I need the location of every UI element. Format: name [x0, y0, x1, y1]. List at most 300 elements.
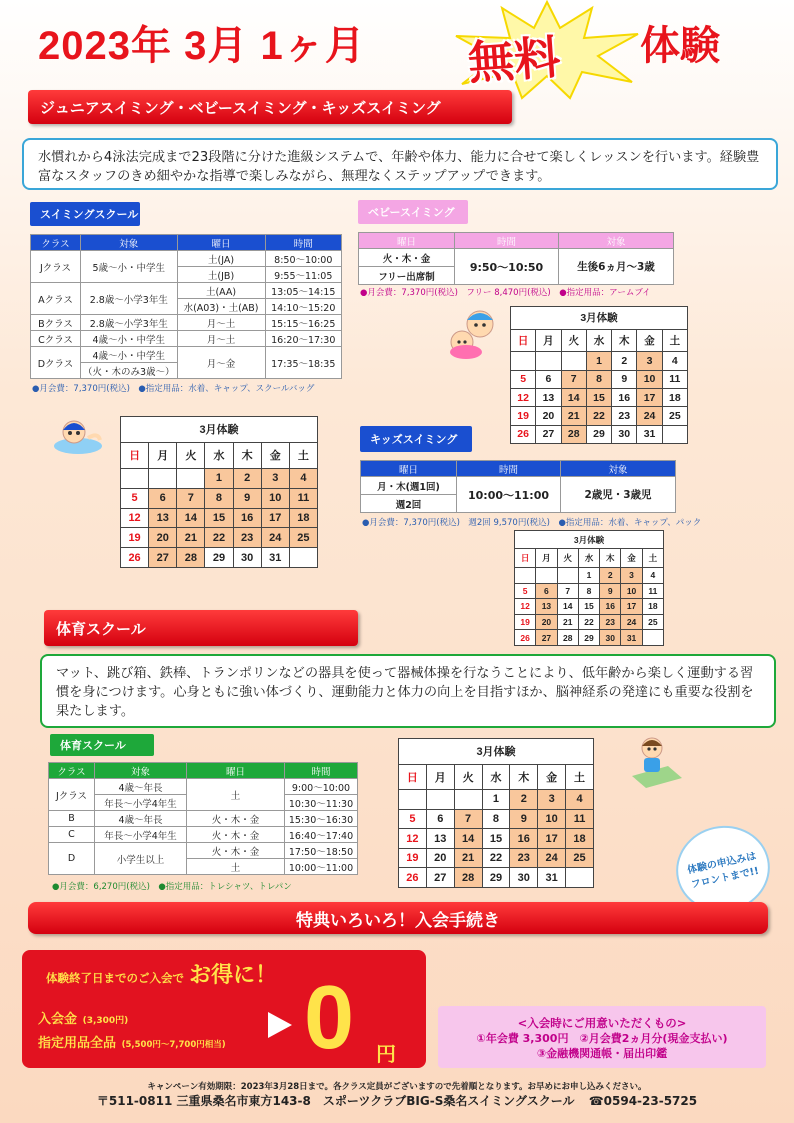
table-row	[31, 331, 342, 347]
cell: 15:15～16:25	[265, 315, 341, 331]
calendar-weekday: 月	[536, 329, 561, 352]
perks-banner-text: 特典いろいろ！入会手続き	[296, 910, 500, 931]
calendar-day: 30	[233, 548, 261, 568]
calendar-taiiku	[398, 738, 594, 888]
calendar-day: 2	[600, 567, 621, 583]
cell: 4歳～小・中学生	[81, 331, 178, 347]
calendar-day: 22	[578, 614, 599, 630]
calendar-day: 27	[426, 868, 454, 888]
calendar-day: 21	[454, 848, 482, 868]
calendar-day: 13	[536, 599, 557, 615]
table-row	[49, 827, 358, 843]
prepare-box	[438, 1006, 766, 1068]
calendar-week	[511, 407, 688, 425]
table-row	[31, 347, 342, 363]
calendar-day: 5	[515, 583, 536, 599]
calendar-weekday: 木	[612, 329, 637, 352]
cell: 火・木・金	[187, 843, 285, 859]
cell: 土	[187, 779, 285, 811]
cell: 10:30～11:30	[285, 795, 358, 811]
calendar-week	[515, 614, 664, 630]
col-header: 時間	[455, 233, 559, 249]
swim-description	[22, 138, 778, 190]
calendar-day: 28	[561, 425, 586, 443]
kids-tag-text: キッズスイミング	[370, 433, 458, 446]
cell: Aクラス	[31, 283, 81, 315]
calendar-day: 21	[177, 528, 205, 548]
calendar-day: 29	[586, 425, 611, 443]
calendar-day: 11	[662, 370, 687, 388]
calendar-day: 24	[261, 528, 289, 548]
calendar-weekday: 水	[578, 549, 599, 567]
calendar-weekday: 水	[205, 442, 233, 468]
calendar-day: 25	[642, 614, 663, 630]
calendar-day: 7	[561, 370, 586, 388]
calendar-swimming	[120, 416, 318, 568]
calendar-day: 22	[586, 407, 611, 425]
calendar-title: 3月体験	[121, 417, 318, 443]
calendar-day: 28	[454, 868, 482, 888]
col-header: 曜日	[187, 763, 285, 779]
swim-banner-text: ジュニアスイミング・ベビースイミング・キッズスイミング	[40, 98, 441, 117]
col-header: 曜日	[361, 461, 457, 477]
calendar-day	[536, 352, 561, 370]
calendar-day: 3	[621, 567, 642, 583]
calendar-day	[289, 548, 317, 568]
calendar-day: 1	[205, 468, 233, 488]
calendar-day: 30	[510, 868, 538, 888]
calendar-day: 16	[233, 508, 261, 528]
cell: 小学生以上	[95, 843, 187, 875]
calendar-day	[177, 468, 205, 488]
calendar-weekday: 月	[536, 549, 557, 567]
calendar-weekday: 日	[121, 442, 149, 468]
table-row	[361, 477, 676, 495]
calendar-day: 6	[536, 583, 557, 599]
cell: 火・木・金	[359, 249, 455, 267]
calendar-weekday: 土	[289, 442, 317, 468]
calendar-day: 14	[454, 829, 482, 849]
table-row	[31, 283, 342, 299]
calendar-weekday: 火	[454, 764, 482, 790]
cell: 14:10～15:20	[265, 299, 341, 315]
calendar-day: 5	[121, 488, 149, 508]
calendar-weekday: 金	[621, 549, 642, 567]
offer-item1-label: 入会金	[38, 1012, 78, 1027]
calendar-day: 8	[578, 583, 599, 599]
calendar-day: 22	[205, 528, 233, 548]
footer-campaign: キャンペーン有効期限：2023年3月28日まで。各クラス定員がございますので先着順となります。お早めにお申し込みください。	[147, 1082, 647, 1092]
calendar-week	[399, 790, 594, 810]
calendar-day: 31	[261, 548, 289, 568]
cell: 4歳～年長	[95, 811, 187, 827]
calendar-day: 8	[205, 488, 233, 508]
calendar-title: 3月体験	[515, 531, 664, 549]
calendar-day: 14	[557, 599, 578, 615]
prepare-title: <入会時にご用意いただくもの>	[517, 1016, 687, 1030]
cell: Bクラス	[31, 315, 81, 331]
calendar-day	[515, 567, 536, 583]
cell: 10:00～11:00	[285, 859, 358, 875]
calendar-day	[454, 790, 482, 810]
cell: 16:20～17:30	[265, 331, 341, 347]
cell: 年長～小学4年生	[95, 795, 187, 811]
col-header: クラス	[31, 235, 81, 251]
calendar-day: 9	[510, 809, 538, 829]
calendar-weekday: 土	[642, 549, 663, 567]
taiiku-school-note: ●月会費：6,270円(税込) ●指定用品：トレシャツ、トレパン	[52, 882, 292, 892]
calendar-week	[511, 352, 688, 370]
taiiku-banner-text: 体育スクール	[56, 619, 146, 638]
calendar-day: 23	[233, 528, 261, 548]
offer-item2-label: 指定用品全品	[38, 1036, 117, 1051]
calendar-day: 18	[642, 599, 663, 615]
cell: 火・木・金	[187, 811, 285, 827]
cell: （火・木のみ3歳～）	[81, 363, 178, 379]
offer-lead-small: 体験終了日までのご入会で	[46, 971, 184, 985]
col-header: 対象	[561, 461, 676, 477]
offer-box	[22, 950, 426, 1068]
offer-yen: 円	[376, 1042, 396, 1066]
calendar-week	[515, 583, 664, 599]
table-row	[49, 779, 358, 795]
calendar-day: 4	[289, 468, 317, 488]
calendar-day	[662, 425, 687, 443]
swimming-school-note: ●月会費：7,370円(税込) ●指定用品：水着、キャップ、スクールバッグ	[32, 384, 315, 394]
calendar-day: 31	[637, 425, 662, 443]
cell: Dクラス	[31, 347, 81, 379]
cell: 13:05～14:15	[265, 283, 341, 299]
swim-banner	[28, 90, 512, 124]
calendar-day	[642, 630, 663, 646]
calendar-day: 30	[612, 425, 637, 443]
calendar-weekday: 金	[637, 329, 662, 352]
calendar-day: 14	[561, 388, 586, 406]
cell: 週2回	[361, 495, 457, 513]
calendar-weekday: 水	[482, 764, 510, 790]
calendar-day: 20	[536, 614, 557, 630]
calendar-weekday: 金	[261, 442, 289, 468]
baby-table	[358, 232, 674, 285]
calendar-day	[399, 790, 427, 810]
cell: 水(A03)・土(AB)	[177, 299, 265, 315]
calendar-week	[121, 528, 318, 548]
cell: 年長～小学4年生	[95, 827, 187, 843]
footer-phone: ☎0594-23-5725	[588, 1094, 698, 1108]
calendar-day: 10	[538, 809, 566, 829]
calendar-day: 2	[510, 790, 538, 810]
calendar-day: 13	[536, 388, 561, 406]
cell: フリー出席制	[359, 267, 455, 285]
calendar-day: 27	[536, 425, 561, 443]
calendar-week	[511, 425, 688, 443]
calendar-weekday: 日	[511, 329, 536, 352]
calendar-day: 5	[399, 809, 427, 829]
calendar-title: 3月体験	[511, 307, 688, 330]
calendar-day: 5	[511, 370, 536, 388]
cell: 16:40～17:40	[285, 827, 358, 843]
offer-item2-price: (5,500円～7,700円相当)	[121, 1040, 226, 1050]
calendar-day: 26	[515, 630, 536, 646]
front-desk-bubble-text: 体験の申込みはフロントまで!!	[686, 850, 760, 891]
calendar-day	[149, 468, 177, 488]
offer-item2	[38, 1032, 226, 1051]
taiiku-school-table	[48, 762, 358, 875]
calendar-day: 1	[482, 790, 510, 810]
calendar-day: 9	[612, 370, 637, 388]
free-label: 無料	[466, 30, 562, 90]
taiiku-school-tag-text: 体育スクール	[60, 739, 126, 752]
table-row	[31, 251, 342, 267]
cell: 8:50～10:00	[265, 251, 341, 267]
calendar-weekday: 金	[538, 764, 566, 790]
calendar-day: 24	[621, 614, 642, 630]
col-header: 対象	[95, 763, 187, 779]
calendar-weekday: 火	[177, 442, 205, 468]
calendar-day: 15	[482, 829, 510, 849]
calendar-day: 14	[177, 508, 205, 528]
calendar-day: 4	[566, 790, 594, 810]
calendar-day: 4	[662, 352, 687, 370]
calendar-day: 13	[426, 829, 454, 849]
calendar-day: 11	[642, 583, 663, 599]
calendar-day	[557, 567, 578, 583]
offer-item1	[38, 1008, 128, 1027]
calendar-title: 3月体験	[399, 739, 594, 765]
calendar-day: 26	[399, 868, 427, 888]
kids-table	[360, 460, 676, 513]
calendar-day: 27	[149, 548, 177, 568]
calendar-weekday: 木	[510, 764, 538, 790]
calendar-weekday: 木	[233, 442, 261, 468]
calendar-day: 17	[621, 599, 642, 615]
swimmer-icon	[52, 414, 104, 458]
calendar-day: 15	[205, 508, 233, 528]
calendar-day: 24	[538, 848, 566, 868]
calendar-day: 2	[612, 352, 637, 370]
calendar-day: 23	[510, 848, 538, 868]
cell: 火・木・金	[187, 827, 285, 843]
calendar-day: 6	[149, 488, 177, 508]
offer-lead	[46, 958, 277, 989]
prepare-line2: ③金融機関通帳・届出印鑑	[536, 1047, 668, 1060]
calendar-day: 6	[536, 370, 561, 388]
offer-lead-big: お得に！	[189, 963, 278, 988]
calendar-day: 30	[600, 630, 621, 646]
baby-tag-text: ベビースイミング	[368, 206, 455, 219]
calendar-week	[511, 388, 688, 406]
col-header: クラス	[49, 763, 95, 779]
cell: 2.8歳～小学3年生	[81, 283, 178, 315]
cell: 生後6ヵ月～3歳	[559, 249, 674, 285]
calendar-day: 2	[233, 468, 261, 488]
calendar-weekday: 水	[586, 329, 611, 352]
cell: 9:00～10:00	[285, 779, 358, 795]
cell: Jクラス	[49, 779, 95, 811]
swimming-school-tag-text: スイミングスクール	[40, 208, 139, 221]
calendar-day: 19	[515, 614, 536, 630]
calendar-day: 26	[511, 425, 536, 443]
calendar-day: 13	[149, 508, 177, 528]
calendar-day: 16	[510, 829, 538, 849]
cell: 月～金	[177, 347, 265, 379]
prepare-line1: ①年会費 3,300円 ②月会費2ヵ月分(現金支払い)	[476, 1032, 728, 1045]
calendar-day: 20	[149, 528, 177, 548]
kids-tag	[360, 426, 472, 452]
calendar-day: 29	[205, 548, 233, 568]
calendar-day: 19	[399, 848, 427, 868]
cell: 9:55～11:05	[265, 267, 341, 283]
calendar-day: 26	[121, 548, 149, 568]
swimming-school-tag	[30, 202, 140, 226]
page-title: 2023年 3月 1ヶ月	[38, 24, 366, 68]
calendar-weekday: 月	[426, 764, 454, 790]
cell: 10:00～11:00	[457, 477, 561, 513]
cell: 月～土	[177, 315, 265, 331]
calendar-day	[561, 352, 586, 370]
col-header: 時間	[265, 235, 341, 251]
gymnast-icon	[628, 736, 684, 788]
calendar-day: 12	[515, 599, 536, 615]
calendar-week	[399, 829, 594, 849]
calendar-week	[121, 508, 318, 528]
arrow-right-icon	[266, 1010, 294, 1040]
calendar-day: 7	[557, 583, 578, 599]
swimming-school-table	[30, 234, 342, 379]
kids-note: ●月会費：7,370円(税込) 週2回 9,570円(税込) ●指定用品：水着、キャップ、パック	[362, 518, 702, 528]
calendar-day: 12	[511, 388, 536, 406]
baby-swimmer-icon	[444, 306, 500, 362]
calendar-day: 29	[578, 630, 599, 646]
cell: 土(JA)	[177, 251, 265, 267]
footer-address-line	[0, 1092, 794, 1109]
cell: C	[49, 827, 95, 843]
taiken-label: 体験	[640, 24, 720, 68]
calendar-day: 10	[621, 583, 642, 599]
calendar-day: 19	[511, 407, 536, 425]
cell: 土	[187, 859, 285, 875]
baby-note: ●月会費：7,370円(税込) フリー 8,470円(税込) ●指定用品：アームブイ	[360, 288, 651, 298]
cell: 4歳～小・中学生	[81, 347, 178, 363]
calendar-day: 23	[612, 407, 637, 425]
calendar-weekday: 火	[557, 549, 578, 567]
calendar-day: 12	[399, 829, 427, 849]
calendar-day: 29	[482, 868, 510, 888]
calendar-day: 24	[637, 407, 662, 425]
calendar-day: 15	[578, 599, 599, 615]
calendar-day: 8	[586, 370, 611, 388]
calendar-day	[536, 567, 557, 583]
cell: Jクラス	[31, 251, 81, 283]
cell: 2.8歳～小学3年生	[81, 315, 178, 331]
calendar-day: 10	[637, 370, 662, 388]
calendar-day	[566, 868, 594, 888]
calendar-day	[121, 468, 149, 488]
calendar-day: 22	[482, 848, 510, 868]
calendar-day: 20	[536, 407, 561, 425]
calendar-day: 20	[426, 848, 454, 868]
table-row	[49, 843, 358, 859]
calendar-weekday: 日	[515, 549, 536, 567]
calendar-day: 1	[578, 567, 599, 583]
col-header: 時間	[285, 763, 358, 779]
calendar-week	[399, 809, 594, 829]
cell: D	[49, 843, 95, 875]
swim-description-text: 水慣れから4泳法完成まで23段階に分けた進級システムで、年齢や体力、能力に合せて楽しくレッスンを行います。経験豊富なスタッフのきめ細やかな指導で楽しみながら、無理なくステップアップできます。	[38, 150, 760, 184]
cell: 4歳～年長	[95, 779, 187, 795]
calendar-day: 28	[557, 630, 578, 646]
calendar-day: 25	[566, 848, 594, 868]
calendar-day: 11	[289, 488, 317, 508]
calendar-day: 11	[566, 809, 594, 829]
calendar-week	[399, 868, 594, 888]
calendar-day: 31	[621, 630, 642, 646]
calendar-day: 31	[538, 868, 566, 888]
calendar-day: 8	[482, 809, 510, 829]
calendar-week	[515, 630, 664, 646]
cell: 土(JB)	[177, 267, 265, 283]
col-header: 時間	[457, 461, 561, 477]
calendar-day: 16	[600, 599, 621, 615]
offer-zero: 0	[304, 968, 355, 1068]
calendar-week	[511, 370, 688, 388]
calendar-week	[399, 848, 594, 868]
cell: 5歳～小・中学生	[81, 251, 178, 283]
cell: 月～土	[177, 331, 265, 347]
calendar-weekday: 木	[600, 549, 621, 567]
taiiku-banner	[44, 610, 358, 646]
calendar-day: 23	[600, 614, 621, 630]
calendar-day: 21	[561, 407, 586, 425]
calendar-day: 3	[637, 352, 662, 370]
taiiku-description	[40, 654, 776, 728]
calendar-day: 17	[261, 508, 289, 528]
calendar-week	[121, 548, 318, 568]
calendar-day: 7	[177, 488, 205, 508]
col-header: 対象	[559, 233, 674, 249]
calendar-day: 17	[637, 388, 662, 406]
calendar-week	[515, 599, 664, 615]
calendar-weekday: 月	[149, 442, 177, 468]
calendar-day: 27	[536, 630, 557, 646]
table-row	[31, 315, 342, 331]
calendar-day	[426, 790, 454, 810]
calendar-week	[121, 488, 318, 508]
calendar-day: 21	[557, 614, 578, 630]
calendar-weekday: 日	[399, 764, 427, 790]
calendar-baby	[510, 306, 688, 444]
calendar-week	[515, 567, 664, 583]
calendar-day: 9	[233, 488, 261, 508]
footer-address: 〒511-0811 三重県桑名市東方143-8 スポーツクラブBIG-S桑名スイミングスクール	[96, 1094, 575, 1108]
cell: 9:50～10:50	[455, 249, 559, 285]
calendar-day	[511, 352, 536, 370]
cell: B	[49, 811, 95, 827]
calendar-day: 16	[612, 388, 637, 406]
table-row	[359, 249, 674, 267]
calendar-day: 3	[538, 790, 566, 810]
calendar-day: 3	[261, 468, 289, 488]
calendar-weekday: 火	[561, 329, 586, 352]
calendar-day: 10	[261, 488, 289, 508]
calendar-kids	[514, 530, 664, 646]
cell: 土(AA)	[177, 283, 265, 299]
calendar-week	[121, 468, 318, 488]
calendar-day: 12	[121, 508, 149, 528]
perks-banner	[28, 902, 768, 934]
table-row	[49, 811, 358, 827]
calendar-day: 9	[600, 583, 621, 599]
